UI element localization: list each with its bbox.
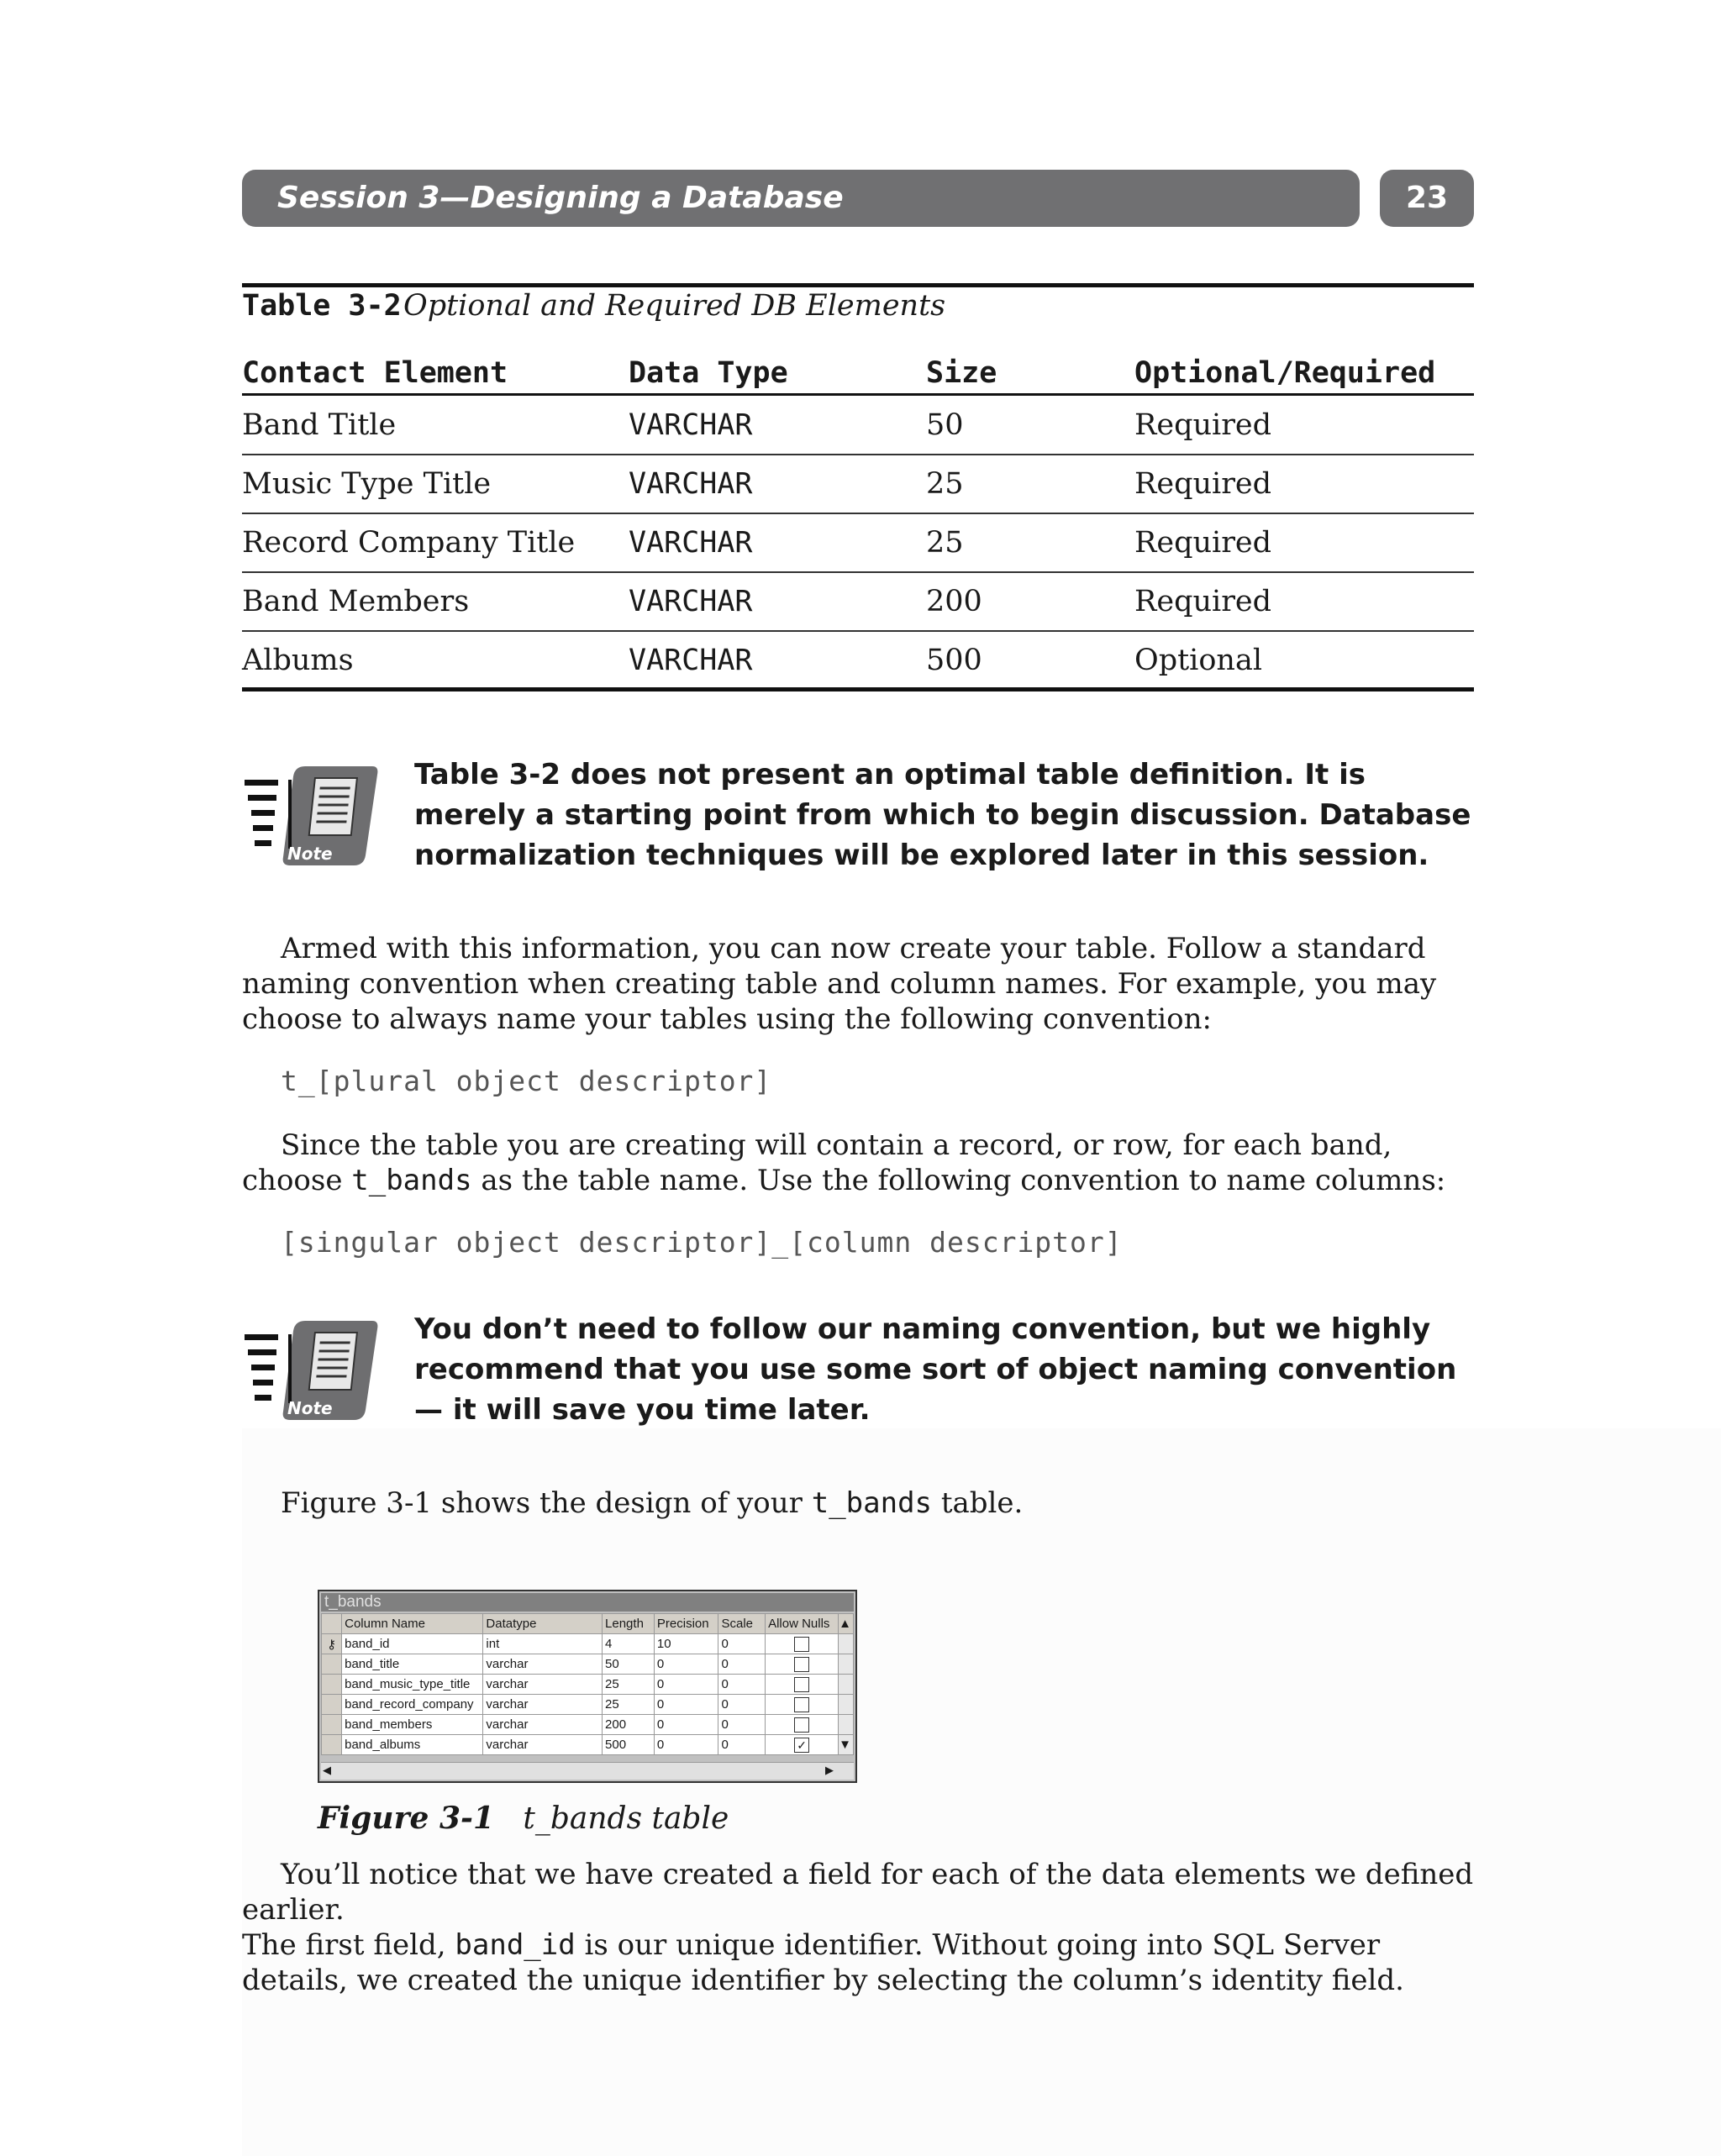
designer-col-header: Column Name bbox=[342, 1614, 483, 1634]
row-selector-header bbox=[322, 1614, 342, 1634]
note-icon-label: Note bbox=[287, 844, 333, 864]
running-header-title: Session 3—Designing a Database bbox=[277, 181, 844, 215]
vertical-scrollbar-track[interactable] bbox=[839, 1675, 854, 1695]
designer-cell-name[interactable]: band_music_type_title bbox=[342, 1675, 483, 1695]
table-cell: Albums bbox=[242, 644, 354, 677]
designer-cell-length[interactable]: 4 bbox=[603, 1634, 655, 1654]
designer-cell-type[interactable]: int bbox=[483, 1634, 603, 1654]
vertical-scrollbar-track[interactable] bbox=[839, 1654, 854, 1675]
allow-nulls-cell[interactable] bbox=[766, 1634, 839, 1654]
designer-cell-name[interactable]: band_albums bbox=[342, 1735, 483, 1755]
paragraph-text: You’ll notice that we have created a field for each of the data elements we defined earlier. bbox=[242, 1858, 1474, 1927]
table-cell: Required bbox=[1134, 408, 1272, 442]
designer-cell-type[interactable]: varchar bbox=[483, 1715, 603, 1735]
allow-nulls-cell[interactable] bbox=[766, 1654, 839, 1675]
table-cell: 50 bbox=[926, 408, 964, 442]
checkbox-icon[interactable] bbox=[794, 1657, 809, 1672]
checked-checkbox-icon[interactable]: ✓ bbox=[794, 1738, 809, 1753]
designer-cell-type[interactable]: varchar bbox=[483, 1695, 603, 1715]
designer-cell-precision[interactable]: 0 bbox=[654, 1695, 718, 1715]
table-cell: Required bbox=[1134, 585, 1272, 618]
vertical-scrollbar-track[interactable] bbox=[839, 1634, 854, 1654]
table-header-rule bbox=[242, 393, 1474, 396]
vertical-scrollbar-track[interactable]: ▼ bbox=[839, 1735, 854, 1755]
column-header-data-type: Data Type bbox=[629, 356, 788, 390]
paragraph-text: as the table name. Use the following convention to name columns: bbox=[471, 1164, 1446, 1197]
designer-cell-precision[interactable]: 10 bbox=[654, 1634, 718, 1654]
table-bottom-rule bbox=[242, 687, 1474, 691]
inline-code: band_id bbox=[455, 1928, 576, 1962]
table-caption-number: Table 3-2 bbox=[242, 289, 402, 323]
designer-col-header: Length bbox=[603, 1614, 655, 1634]
table-cell: Band Members bbox=[242, 585, 470, 618]
vertical-scrollbar-track[interactable] bbox=[839, 1695, 854, 1715]
row-selector[interactable] bbox=[322, 1715, 342, 1735]
paragraph-text: is our unique identifier. Without going into SQL Server details, we created the unique identifier by selecting the column’s identity field. bbox=[242, 1928, 1404, 1997]
paragraph-text: Figure 3-1 shows the design of your bbox=[281, 1486, 812, 1520]
table-row-divider bbox=[242, 630, 1474, 632]
allow-nulls-cell[interactable] bbox=[766, 1695, 839, 1715]
body-paragraph bbox=[242, 1128, 1474, 1198]
table-cell: Band Title bbox=[242, 408, 397, 442]
column-header-contact-element: Contact Element bbox=[242, 356, 508, 390]
designer-grid bbox=[321, 1613, 854, 1755]
body-paragraph bbox=[242, 1857, 1474, 1998]
page-number: 23 bbox=[1380, 170, 1474, 227]
table-cell: 25 bbox=[926, 467, 964, 501]
designer-row[interactable] bbox=[322, 1715, 854, 1735]
designer-window-title: t_bands bbox=[321, 1593, 854, 1612]
body-paragraph: Armed with this information, you can now create your table. Follow a standard naming convention when creating table and column names. For example, you may choose to always name your tables using the following convention: bbox=[242, 932, 1437, 1036]
designer-col-header: Precision bbox=[654, 1614, 718, 1634]
table-cell: Record Company Title bbox=[242, 526, 576, 560]
row-selector[interactable] bbox=[322, 1695, 342, 1715]
checkbox-icon[interactable] bbox=[794, 1637, 809, 1652]
designer-row[interactable] bbox=[322, 1634, 854, 1654]
page-shading bbox=[242, 1428, 1721, 2156]
scroll-up-icon[interactable]: ▲ bbox=[839, 1614, 854, 1634]
table-cell: Optional bbox=[1134, 644, 1263, 677]
allow-nulls-cell[interactable] bbox=[766, 1675, 839, 1695]
designer-cell-length[interactable]: 50 bbox=[603, 1654, 655, 1675]
designer-row[interactable] bbox=[322, 1654, 854, 1675]
table-cell: 200 bbox=[926, 585, 982, 618]
designer-cell-type[interactable]: varchar bbox=[483, 1735, 603, 1755]
table-cell: Required bbox=[1134, 467, 1272, 501]
table-caption-title: Optional and Required DB Elements bbox=[403, 289, 946, 323]
table-cell: VARCHAR bbox=[629, 585, 753, 618]
body-paragraph bbox=[242, 1486, 1474, 1521]
row-selector[interactable] bbox=[322, 1675, 342, 1695]
designer-cell-scale[interactable]: 0 bbox=[718, 1654, 766, 1675]
table-row-divider bbox=[242, 454, 1474, 455]
designer-cell-scale[interactable]: 0 bbox=[718, 1735, 766, 1755]
designer-col-header: Allow Nulls bbox=[766, 1614, 839, 1634]
table-designer-screenshot bbox=[318, 1590, 857, 1783]
designer-row[interactable] bbox=[322, 1735, 854, 1755]
designer-header-row bbox=[322, 1614, 854, 1634]
checkbox-icon[interactable] bbox=[794, 1717, 809, 1733]
paragraph-text: The first field, bbox=[242, 1928, 455, 1962]
allow-nulls-cell[interactable] bbox=[766, 1715, 839, 1735]
designer-cell-length[interactable]: 200 bbox=[603, 1715, 655, 1735]
vertical-scrollbar-track[interactable] bbox=[839, 1715, 854, 1735]
scroll-left-icon[interactable]: ◀ bbox=[323, 1764, 331, 1776]
table-row-divider bbox=[242, 513, 1474, 514]
note-text: Table 3-2 does not present an optimal table definition. It is merely a starting point from which to begin discussion. Database normalization techniques will be explored later in this session. bbox=[414, 758, 1471, 872]
designer-cell-precision[interactable]: 0 bbox=[654, 1735, 718, 1755]
table-cell: VARCHAR bbox=[629, 644, 753, 677]
designer-row[interactable] bbox=[322, 1675, 854, 1695]
table-row-divider bbox=[242, 571, 1474, 573]
row-selector[interactable] bbox=[322, 1654, 342, 1675]
paragraph-text: Since the table you are creating will contain a record, or row, for each band, choose bbox=[242, 1128, 1392, 1197]
paragraph-text: table. bbox=[932, 1486, 1024, 1520]
table-cell: VARCHAR bbox=[629, 467, 753, 501]
inline-code: t_bands bbox=[811, 1486, 933, 1520]
code-example: t_[plural object descriptor] bbox=[281, 1065, 772, 1097]
checkbox-icon[interactable] bbox=[794, 1697, 809, 1712]
allow-nulls-cell[interactable] bbox=[766, 1735, 839, 1755]
table-cell: 500 bbox=[926, 644, 982, 677]
table-cell: VARCHAR bbox=[629, 526, 753, 560]
table-cell: Music Type Title bbox=[242, 467, 492, 501]
designer-cell-scale[interactable]: 0 bbox=[718, 1715, 766, 1735]
designer-cell-name[interactable]: band_record_company bbox=[342, 1695, 483, 1715]
designer-cell-scale[interactable]: 0 bbox=[718, 1675, 766, 1695]
primary-key-icon[interactable]: ⚷ bbox=[322, 1634, 342, 1654]
figure-caption-title: t_bands table bbox=[523, 1801, 729, 1836]
designer-cell-precision[interactable]: 0 bbox=[654, 1715, 718, 1735]
designer-cell-precision[interactable]: 0 bbox=[654, 1654, 718, 1675]
designer-cell-scale[interactable]: 0 bbox=[718, 1634, 766, 1654]
designer-cell-name[interactable]: band_id bbox=[342, 1634, 483, 1654]
designer-col-header: Datatype bbox=[483, 1614, 603, 1634]
designer-col-header: Scale bbox=[718, 1614, 766, 1634]
figure-caption bbox=[318, 1800, 729, 1838]
designer-cell-length[interactable]: 25 bbox=[603, 1695, 655, 1715]
paragraph-text bbox=[242, 1927, 1474, 1998]
checkbox-icon[interactable] bbox=[794, 1677, 809, 1692]
designer-cell-type[interactable]: varchar bbox=[483, 1654, 603, 1675]
designer-cell-type[interactable]: varchar bbox=[483, 1675, 603, 1695]
inline-code: t_bands bbox=[351, 1164, 472, 1197]
row-selector[interactable] bbox=[322, 1735, 342, 1755]
table-cell: VARCHAR bbox=[629, 408, 753, 442]
note-text: You don’t need to follow our naming convention, but we highly recommend that you use some sort of object naming convention — it will save you time later. bbox=[414, 1312, 1457, 1427]
designer-cell-precision[interactable]: 0 bbox=[654, 1675, 718, 1695]
designer-cell-length[interactable]: 25 bbox=[603, 1675, 655, 1695]
column-header-optional-required: Optional/Required bbox=[1134, 356, 1436, 390]
designer-cell-length[interactable]: 500 bbox=[603, 1735, 655, 1755]
designer-cell-name[interactable]: band_title bbox=[342, 1654, 483, 1675]
scroll-right-icon[interactable]: ▶ bbox=[825, 1764, 834, 1776]
table-cell: Required bbox=[1134, 526, 1272, 560]
designer-cell-name[interactable]: band_members bbox=[342, 1715, 483, 1735]
designer-cell-scale[interactable]: 0 bbox=[718, 1695, 766, 1715]
note-icon-label: Note bbox=[287, 1398, 333, 1418]
horizontal-scrollbar[interactable] bbox=[321, 1762, 854, 1780]
figure-caption-number: Figure 3-1 bbox=[318, 1801, 495, 1836]
designer-row[interactable] bbox=[322, 1695, 854, 1715]
table-cell: 25 bbox=[926, 526, 964, 560]
column-header-size: Size bbox=[926, 356, 997, 390]
code-example: [singular object descriptor]_[column descriptor] bbox=[281, 1226, 1123, 1259]
